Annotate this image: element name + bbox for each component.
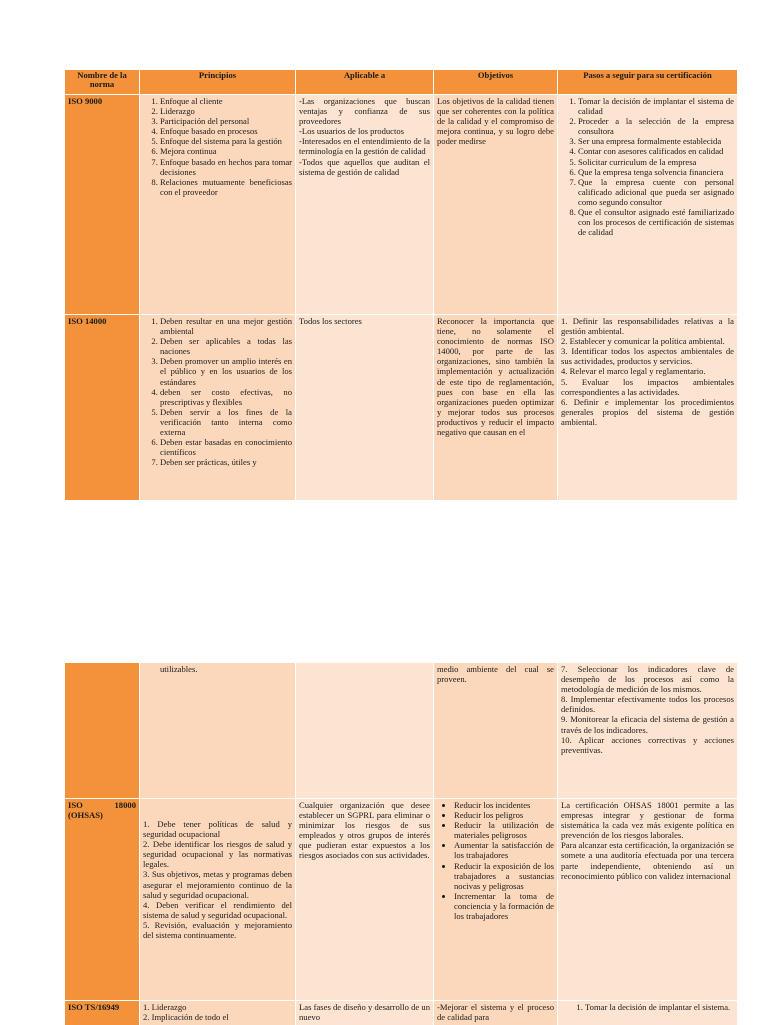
table-row-iso14000 [65, 314, 737, 500]
list-item: 4. deben ser costo efectivas, no prescriptivas y flexibles [160, 387, 292, 407]
table-row-iso14000-continued [65, 663, 737, 798]
list-item: 6. Deben estar basadas en conocimiento científicos [160, 437, 292, 457]
header-pasos: Pasos a seguir para su certificación [558, 70, 737, 94]
header-aplicable: Aplicable a [296, 70, 434, 94]
aplicable-cell [296, 95, 434, 315]
list-item: • Reducir los incidentes [454, 800, 554, 810]
pasos-cell [558, 1001, 737, 1025]
principios-cell [140, 663, 296, 798]
objetivos-cell [434, 799, 558, 1001]
paso-line: 7. Seleccionar los indicadores clave de desempeño de los procesos así como la metodología de medición de los mismos. [561, 664, 734, 695]
table-row-iso9000 [65, 94, 737, 315]
list-item: 1. Tomar la decisión de implantar el sistema de calidad [578, 96, 734, 116]
norma-name: ISO 14000 [65, 315, 140, 500]
list-item: 1. Tomar la decisión de implantar el sistema. [585, 1002, 734, 1012]
aplicable-line: -Los usuarios de los productos [299, 126, 405, 137]
principios-cell [140, 95, 296, 315]
principios-cell [140, 799, 296, 1001]
paso-line: 2. Establecer y comunicar la política ambiental. [561, 336, 725, 347]
paso-line: 9. Monitorear la eficacia del sistema de gestión a través de los indicadores. [561, 714, 734, 735]
table-row-isots16949 [65, 1000, 737, 1025]
pasos-cell [558, 663, 737, 798]
objetivos-cell: Reconocer la importancia que tiene, no solamente el conocimiento de normas ISO 14000, por parte de las organizaciones, sino también la implementación y actualización de este tipo de reglamentación, pues con base en ella las organizaciones pueden optimizar y mejorar todos sus procesos productivos y reducir el impacto negativo que causan en el [434, 315, 558, 500]
principios-cell [140, 1001, 296, 1025]
list-item: 3. Deben promover un amplio interés en el público y en los usuarios de los estándares [160, 356, 292, 386]
principio-line: 3. Sus objetivos, metas y programas deben asegurar el mejoramiento continuo de la salud y seguridad ocupacional. [143, 869, 292, 900]
principio-line: 1. Debe tener políticas de salud y seguridad ocupacional [143, 819, 292, 840]
list-item: 1. Deben resultar en una mejor gestión ambiental [160, 316, 292, 336]
list-item: 6. Mejora continua [160, 146, 292, 156]
objetivos-cell: medio ambiente del cual se proveen. [434, 663, 558, 798]
list-item: • Aumentar la satisfacción de los trabajadores [454, 840, 554, 860]
header-objetivos: Objetivos [434, 70, 558, 94]
paso-paragraph: Para alcanzar esta certificación, la organización se somete a una auditoría efectuada por una tercera parte independiente, obteniendo así un reconocimiento público con validez internacional [561, 840, 734, 881]
list-item: 3. Participación del personal [160, 116, 292, 126]
aplicable-cell: Todos los sectores [296, 315, 434, 500]
table-header-row [65, 70, 737, 94]
list-item: 2. Proceder a la selección de la empresa consultora [578, 116, 734, 136]
list-item: 2. Liderazgo [160, 106, 292, 116]
norma-name-empty [65, 663, 140, 798]
aplicable-line: -Todos que aquellos que auditan el sistema de gestión de calidad [299, 156, 430, 177]
list-item: 6. Que la empresa tenga solvencia financiera [578, 167, 734, 177]
list-item: 5. Enfoque del sistema para la gestión [160, 136, 292, 146]
paso-line: 6. Definir e implementar los procedimientos generales propios del sistema de gestión ambiental. [561, 396, 734, 427]
paso-line: 5. Evaluar los impactos ambientales correspondientes a las actividades. [561, 376, 734, 397]
principio-line: 5. Revisión, evaluación y mejoramiento del sistema continuamente. [143, 919, 292, 941]
norma-name: ISO 9000 [65, 95, 140, 315]
list-item: 5. Solicitar curriculum de la empresa [578, 157, 734, 167]
paso-line: 4. Relevar el marco legal y reglamentario. [561, 366, 706, 377]
list-item: 7. Que la empresa cuente con personal calificado adicional que pueda ser asignado como segundo consultor [578, 177, 734, 207]
principios-cont: utilizables. [160, 664, 198, 674]
table-row-iso18000 [65, 798, 737, 1001]
list-item: • Reducir la exposición de los trabajadores a sustancias nocivas y peligrosas [454, 861, 554, 891]
paso-line: 3. Identificar todos los aspectos ambientales de sus actividades, productos y servicios. [561, 346, 734, 367]
list-item: • Reducir los peligros [454, 810, 554, 820]
paso-paragraph: La certificación OHSAS 18001 permite a las empresas integrar y gestionar de forma sistemática la cada vez más exigente política en prevención de los riesgos laborales. [561, 800, 734, 841]
pasos-cell [558, 315, 737, 500]
list-item: • Incrementar la toma de conciencia y la formación de los trabajadores [454, 891, 554, 921]
list-item: 4. Contar con asesores calificados en calidad [578, 146, 734, 156]
list-item: 8. Que el consultor asignado esté familiarizado con los procesos de certificación de sistemas de calidad [578, 207, 734, 237]
pasos-cell [558, 95, 737, 315]
paso-line: 1. Definir las responsabilidades relativas a la gestión ambiental. [561, 316, 734, 337]
paso-line: 10. Aplicar acciones correctivas y acciones preventivas. [561, 734, 734, 755]
aplicable-line: -Las organizaciones que buscan ventajas y confianza de sus proveedores [299, 96, 430, 127]
pasos-cell [558, 799, 737, 1001]
aplicable-cell: Las fases de diseño y desarrollo de un nuevo [296, 1001, 434, 1025]
list-item: 7. Deben ser prácticas, útiles y [160, 457, 292, 467]
principios-cell [140, 315, 296, 500]
principio-line: 2. Implicación de todo el [143, 1012, 229, 1023]
list-item: 7. Enfoque basado en hechos para tomar decisiones [160, 157, 292, 177]
objetivos-cell: -Mejorar el sistema y el proceso de calidad para [434, 1001, 558, 1025]
aplicable-line: -Interesados en el entendimiento de la terminología en la gestión de calidad [299, 136, 430, 157]
list-item: 8. Relaciones mutuamente beneficiosas con el proveedor [160, 177, 292, 197]
header-nombre: Nombre de la norma [65, 70, 140, 94]
list-item: 2. Deben ser aplicables a todas las naciones [160, 336, 292, 356]
principio-line: 4. Deben verificar el rendimiento del sistema de salud y seguridad ocupacional. [143, 899, 292, 920]
header-principios: Principios [140, 70, 296, 94]
list-item: • Reducir la utilización de materiales peligrosos [454, 820, 554, 840]
aplicable-cell: Cualquier organización que desee establecer un SGPRL para eliminar o minimizar los riesgos de sus empleados y otros grupos de interés que pudieran estar expuestos a los riesgos asociados con sus actividades. [296, 799, 434, 1001]
norma-name: ISO TS/16949 [65, 1001, 140, 1025]
list-item: 3. Ser una empresa formalmente establecida [578, 136, 734, 146]
aplicable-cell-empty [296, 663, 434, 798]
objetivos-cell: Los objetivos de la calidad tienen que ser coherentes con la política de la calidad y el compromiso de mejora continua, y su logro debe poder medirse [434, 95, 558, 315]
principio-line: 2. Debe identificar los riesgos de salud y seguridad ocupacional y las normativas legales. [143, 839, 292, 870]
principio-line: 1. Liderazgo [143, 1002, 187, 1012]
paso-line: 8. Implementar efectivamente todos los procesos definidos. [561, 694, 734, 715]
list-item: 4. Enfoque basado en procesos [160, 126, 292, 136]
list-item: 5. Deben servir a los fines de la verificación tanto interna como externa [160, 407, 292, 437]
list-item: 1. Enfoque al cliente [160, 96, 292, 106]
norma-name: ISO 18000 (OHSAS) [65, 799, 140, 1001]
